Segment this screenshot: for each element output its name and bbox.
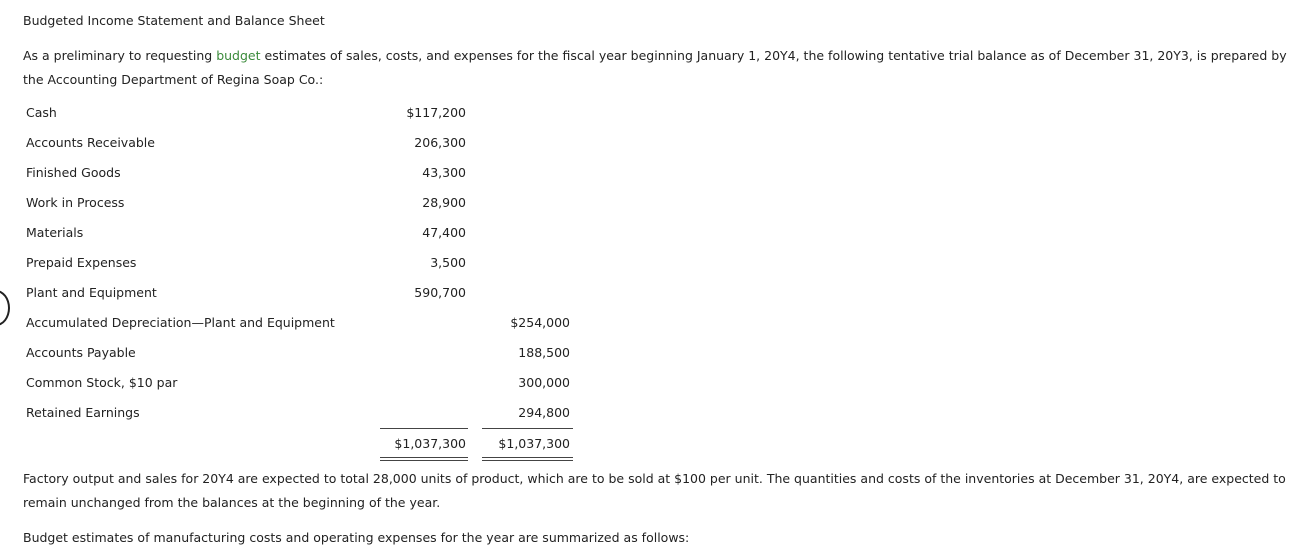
intro-text-start: As a preliminary to requesting (23, 48, 217, 63)
debit-amount: 206,300 (414, 135, 466, 150)
account-label: Common Stock, $10 par (26, 375, 178, 390)
credit-amount: $254,000 (510, 315, 570, 330)
debit-amount: 43,300 (422, 165, 466, 180)
total-credit: $1,037,300 (498, 436, 570, 451)
table-row (26, 157, 586, 187)
credit-amount: 294,800 (518, 405, 570, 420)
table-row (26, 97, 586, 127)
table-row (26, 247, 586, 277)
table-row (26, 217, 586, 247)
budget-estimates-paragraph: Budget estimates of manufacturing costs and operating expenses for the year are summarized as follows: (23, 530, 690, 545)
table-row (26, 187, 586, 217)
debit-amount: 3,500 (430, 255, 466, 270)
total-debit: $1,037,300 (394, 436, 466, 451)
table-row (26, 277, 586, 307)
debit-total-double-rule (380, 457, 468, 461)
credit-total-double-rule (482, 457, 573, 461)
credit-amount: 188,500 (518, 345, 570, 360)
account-label: Accounts Payable (26, 345, 136, 360)
account-label: Cash (26, 105, 57, 120)
account-label: Work in Process (26, 195, 125, 210)
table-row (26, 127, 586, 157)
account-label: Materials (26, 225, 84, 240)
debit-amount: 28,900 (422, 195, 466, 210)
table-row (26, 337, 586, 367)
credit-amount: 300,000 (518, 375, 570, 390)
intro-text-end: estimates of sales, costs, and expenses for the fiscal year beginning January 1, 20Y4, the following tentative trial balance as of December 31, 20Y3, is prepared by the Accounting Department of Regina Soap Co.: (23, 48, 1287, 87)
cursor-ring-icon (0, 290, 10, 326)
account-label: Plant and Equipment (26, 285, 157, 300)
account-label: Accounts Receivable (26, 135, 155, 150)
account-label: Finished Goods (26, 165, 121, 180)
page-title: Budgeted Income Statement and Balance Sheet (23, 13, 325, 28)
table-row (26, 307, 586, 337)
debit-amount: 47,400 (422, 225, 466, 240)
account-label: Prepaid Expenses (26, 255, 137, 270)
budget-link[interactable]: budget (216, 48, 261, 63)
account-label: Accumulated Depreciation—Plant and Equipment (26, 315, 335, 330)
intro-paragraph (23, 44, 1294, 92)
production-paragraph: Factory output and sales for 20Y4 are expected to total 28,000 units of product, which are to be sold at $100 per unit. The quantities and costs of the inventories at December 31, 20Y4, are expected to remain unchanged from the balances at the beginning of the year. (23, 471, 1286, 510)
totals-row (26, 428, 586, 458)
table-row (26, 397, 586, 427)
account-label: Retained Earnings (26, 405, 140, 420)
table-row (26, 367, 586, 397)
debit-amount: $117,200 (406, 105, 466, 120)
debit-amount: 590,700 (414, 285, 466, 300)
